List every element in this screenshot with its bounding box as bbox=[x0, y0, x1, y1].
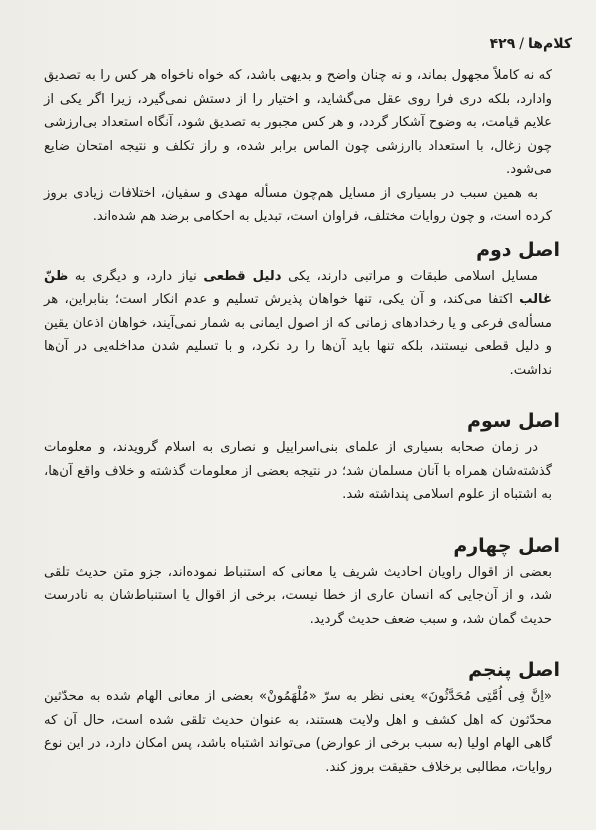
section-2-text-b: نیاز دارد، و دیگری به bbox=[68, 268, 204, 284]
intro-paragraph-2: به همین سبب در بسیاری از مسایل هم‌چون مسأله مهدی و سفیان، اختلافات زیادی بروز کرده است، و چون روایات مختلف، فراوان است، تبدیل به احکامی برضد هم شده‌اند. bbox=[44, 185, 552, 224]
intro-paragraph-1: که نه کاملاً مجهول بماند، و نه چنان واضح و بدیهی باشد، که خواه ناخواه هر کس را به تصدیق وادارد، بلکه دری فرا روی عقل می‌گشاید، و اختیار را از دستش نمی‌گیرد، زیرا اگر یکی از علایم قیامت، به وضوح آشکار گردد، و هر کس مجبور به تصدیق شود، آنگاه استعداد بی‌ارزشی چون زغال، با استعداد باارزشی چون الماس برابر شده، و راز تکلف و نتیجه امتحان ضایع می‌شود. bbox=[44, 68, 552, 177]
book-title: کلام‌ها bbox=[528, 36, 572, 52]
section-4-paragraph: بعضی از اقوال راویان احادیث شریف یا معانی که استنباط نموده‌اند، جزو متن حدیث تلقی شد، و از آن‌جایی که انسان عاری از خطا نیست، برخی از اقوال یا استنباط‌شان به نادرست حدیث گمان شد، و سبب ضعف حدیث گردید. bbox=[44, 564, 552, 627]
term-strong-presumption: ظنّ غالب bbox=[44, 268, 552, 307]
section-3-paragraph: در زمان صحابه بسیاری از علمای بنی‌اسراییل و نصاری به اسلام گرویدند، و معلومات گذشته‌شان همراه با آنان مسلمان شد؛ در نتیجه بعضی از معلومات گذشته و خلاف واقع آن‌ها، به اشتباه از علوم اسلامی پنداشته شد. bbox=[44, 440, 552, 502]
section-2-text-c: اکتفا می‌کند، و آن یکی، تنها خواهان پذیرش تسلیم و عدم انکار است؛ بنابراین، هر مسأله‌ی فرعی و یا رخدادهای زمانی که از اصول ایمانی به شمار نمی‌آیند، خواهان اذعان یقین و دلیل قطعی نیستند، بلکه تنها باید آن‌ها را رد نکرد، و با تسلیم شدن مداخله‌یی در آن‌ها نداشت. bbox=[44, 292, 552, 378]
section-heading-5: اصل پنجم bbox=[468, 659, 560, 681]
section-heading-4: اصل چهارم bbox=[453, 534, 560, 557]
header-separator: / bbox=[519, 36, 524, 52]
term-definite-proof: دلیل قطعی bbox=[203, 268, 282, 284]
section-2-text-a: مسایل اسلامی طبقات و مراتبی دارند، یکی bbox=[281, 268, 539, 284]
section-5-paragraph: «اِنَّ فِی اُمَّتِی مُحَدَّثُونَ» یعنی نظر به سرّ «مُلْهَمُونْ» بعضی از معانی الهام شده به محدّثین محدّثون که اهل کشف و اهل ولایت هستند، به عنوان حدیث تلقی شده است، حال آن که گاهی الهام اولیا (به سبب برخی از عوارض) می‌تواند اشتباه باشد، پس امکان دارد، در این نوع روایات، مطالبی برخلاف حقیقت بروز کند. bbox=[44, 689, 552, 775]
running-header bbox=[44, 32, 572, 56]
section-heading-2: اصل دوم bbox=[476, 238, 560, 261]
section-2-paragraph bbox=[44, 265, 552, 383]
page-number: ۴۲۹ bbox=[489, 36, 516, 52]
section-heading-3: اصل سوم bbox=[467, 410, 560, 432]
